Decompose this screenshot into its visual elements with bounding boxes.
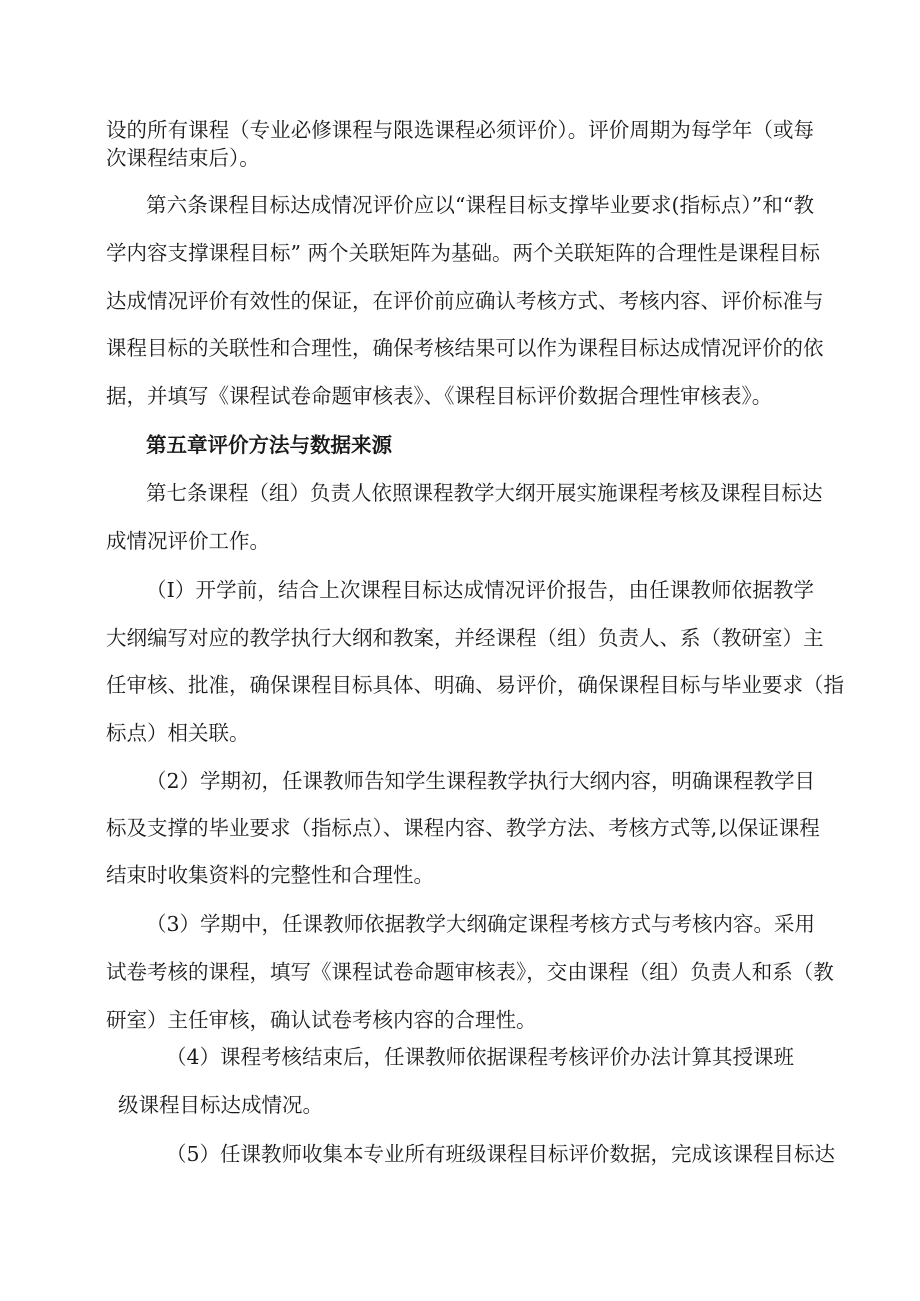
text-line: 据，并填写《课程试卷命题审核表》、《课程目标评价数据合理性审核表》。 <box>106 384 773 408</box>
text-line: 研室）主任审核，确认试卷考核内容的合理性。 <box>106 1008 537 1032</box>
text-line: 级课程目标达成情况。 <box>118 1093 323 1117</box>
text-line: （3）学期中，任课教师依据教学大纲确定课程考核方式与考核内容。采用 <box>146 912 816 936</box>
text-line: 课程目标的关联性和合理性，确保考核结果可以作为课程目标达成情况评价的依 <box>106 336 824 360</box>
text-line: 学内容支撑课程目标” 两个关联矩阵为基础。两个关联矩阵的合理性是课程目标 <box>106 241 820 265</box>
text-line: （4）课程考核结束后，任课教师依据课程考核评价办法计算其授课班 <box>166 1045 795 1069</box>
text-line: （2）学期初，任课教师告知学生课程教学执行大纲内容，明确课程教学目 <box>146 769 816 793</box>
text-line: 标点）相关联。 <box>106 721 250 745</box>
text-line: （I）开学前，结合上次课程目标达成情况评价报告，由任课教师依据教学 <box>146 578 814 602</box>
text-line: 结束时收集资料的完整性和合理性。 <box>106 863 434 887</box>
text-line: 任审核、批准，确保课程目标具体、明确、易评价，确保课程目标与毕业要求（指 <box>106 673 844 697</box>
text-line: 成情况评价工作。 <box>106 529 270 553</box>
text-line: 试卷考核的课程，填写《课程试卷命题审核表》，交由课程（组）负责人和系（教 <box>106 960 834 984</box>
text-line: 设的所有课程（专业必修课程与限选课程必须评价）。评价周期为每学年（或每 <box>106 118 814 142</box>
text-line: 大纲编写对应的教学执行大纲和教案，并经课程（组）负责人、系（教研室）主 <box>106 626 824 650</box>
text-line: 次课程结束后）。 <box>106 146 260 170</box>
text-line: 第七条课程（组）负责人依照课程教学大纲开展实施课程考核及课程目标达 <box>146 481 823 505</box>
text-line: 第六条课程目标达成情况评价应以“课程目标支撑毕业要求(指标点）”和“教 <box>146 193 814 217</box>
chapter-heading: 第五章评价方法与数据来源 <box>146 433 392 457</box>
text-line: 标及支撑的毕业要求（指标点）、课程内容、教学方法、考核方式等,以保证课程 <box>106 816 820 840</box>
text-line: 达成情况评价有效性的保证，在评价前应确认考核方式、考核内容、评价标准与 <box>106 289 824 313</box>
text-line: （5）任课教师收集本专业所有班级课程目标评价数据，完成该课程目标达 <box>166 1142 836 1166</box>
